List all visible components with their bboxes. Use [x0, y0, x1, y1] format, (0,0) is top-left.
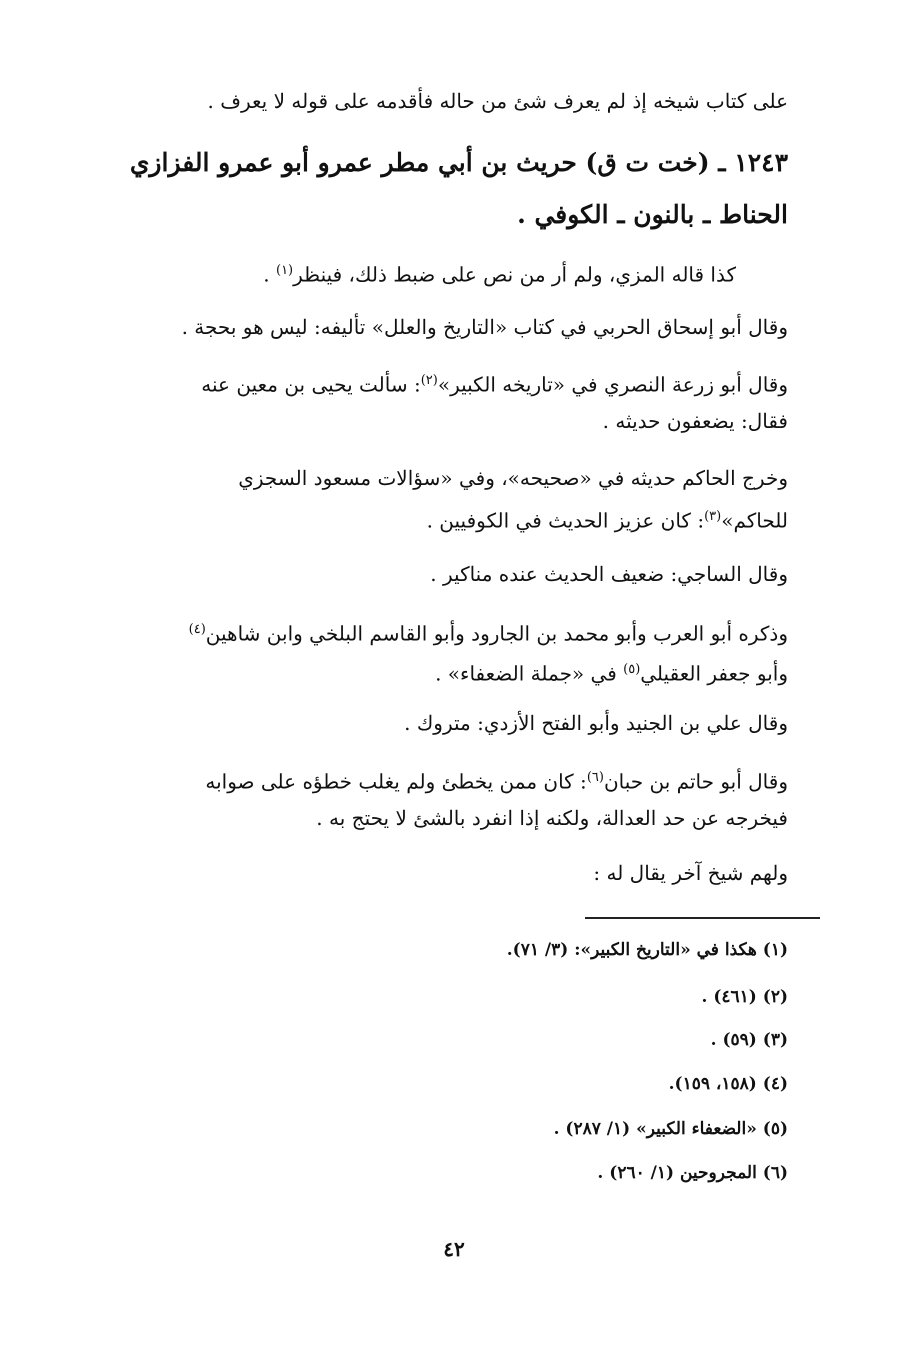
paragraph-text: : سألت يحيى بن معين عنه [201, 372, 421, 397]
entry-heading-continuation: الحناط ـ بالنون ـ الكوفي . [517, 200, 788, 229]
footnote: (٢) (٤٦١) . [701, 987, 788, 1007]
footnote-ref: (١) [275, 263, 294, 278]
paragraph-text: : كان عزيز الحديث في الكوفيين . [426, 508, 705, 533]
footnote-ref: (٢) [420, 373, 438, 388]
footnote: (٦) المجروحين (١/ ٢٦٠) . [597, 1163, 788, 1183]
footnote-separator [585, 917, 820, 919]
paragraph-text: وقال أبو زرعة النصري في «تاريخه الكبير» [437, 372, 788, 397]
footnote-ref: (٥) [623, 662, 641, 677]
paragraph-continuation [88, 655, 788, 689]
paragraph [88, 366, 788, 400]
paragraph-text: وأبو جعفر العقيلي [640, 661, 788, 686]
paragraph-end: . [263, 262, 276, 287]
paragraph-text: للحاكم» [721, 508, 788, 533]
paragraph: ولهم شيخ آخر يقال له : [593, 861, 788, 885]
paragraph [88, 615, 788, 649]
paragraph-continuation [88, 502, 788, 536]
paragraph-text: وقال أبو حاتم بن حبان [603, 769, 788, 794]
paragraph: وقال أبو إسحاق الحربي في كتاب «التاريخ والعلل» تأليفه: ليس هو بحجة . [181, 315, 788, 339]
paragraph: وقال الساجي: ضعيف الحديث عنده مناكير . [430, 562, 788, 586]
paragraph [88, 256, 788, 290]
footnote-ref: (٤) [188, 622, 206, 637]
page-number: ٤٢ [443, 1237, 465, 1261]
text-line: على كتاب شيخه إذ لم يعرف شئ من حاله فأقدمه على قوله لا يعرف . [207, 89, 788, 113]
paragraph-text: وذكره أبو العرب وأبو محمد بن الجارود وأبو القاسم البلخي وابن شاهين [205, 621, 788, 646]
footnote: (٣) (٥٩) . [710, 1030, 788, 1050]
entry-heading: ١٢٤٣ ـ (خت ت ق) حريث بن أبي مطر عمرو أبو عمرو الفزازي [129, 148, 788, 177]
paragraph-continuation: فقال: يضعفون حديثه . [602, 409, 788, 433]
paragraph [88, 763, 788, 797]
paragraph-text: كذا قاله المزي، ولم أر من نص على ضبط ذلك، فينظر [293, 262, 736, 287]
paragraph-continuation: فيخرجه عن حد العدالة، ولكنه إذا انفرد بالشئ لا يحتج به . [316, 806, 788, 830]
footnote: (٥) «الضعفاء الكبير» (١/ ٢٨٧) . [553, 1119, 788, 1139]
paragraph-text: : كان ممن يخطئ ولم يغلب خطؤه على صوابه [205, 769, 587, 794]
footnote: (٤) (١٥٨، ١٥٩). [668, 1074, 788, 1094]
paragraph-text: في «جملة الضعفاء» . [435, 661, 624, 686]
paragraph: وخرج الحاكم حديثه في «صحيحه»، وفي «سؤالات مسعود السجزي [238, 466, 788, 490]
footnote-ref: (٦) [586, 770, 604, 785]
footnote-ref: (٣) [704, 509, 722, 524]
footnote: (١) هكذا في «التاريخ الكبير»: (٣/ ٧١). [506, 940, 788, 960]
paragraph: وقال علي بن الجنيد وأبو الفتح الأزدي: متروك . [404, 711, 788, 735]
